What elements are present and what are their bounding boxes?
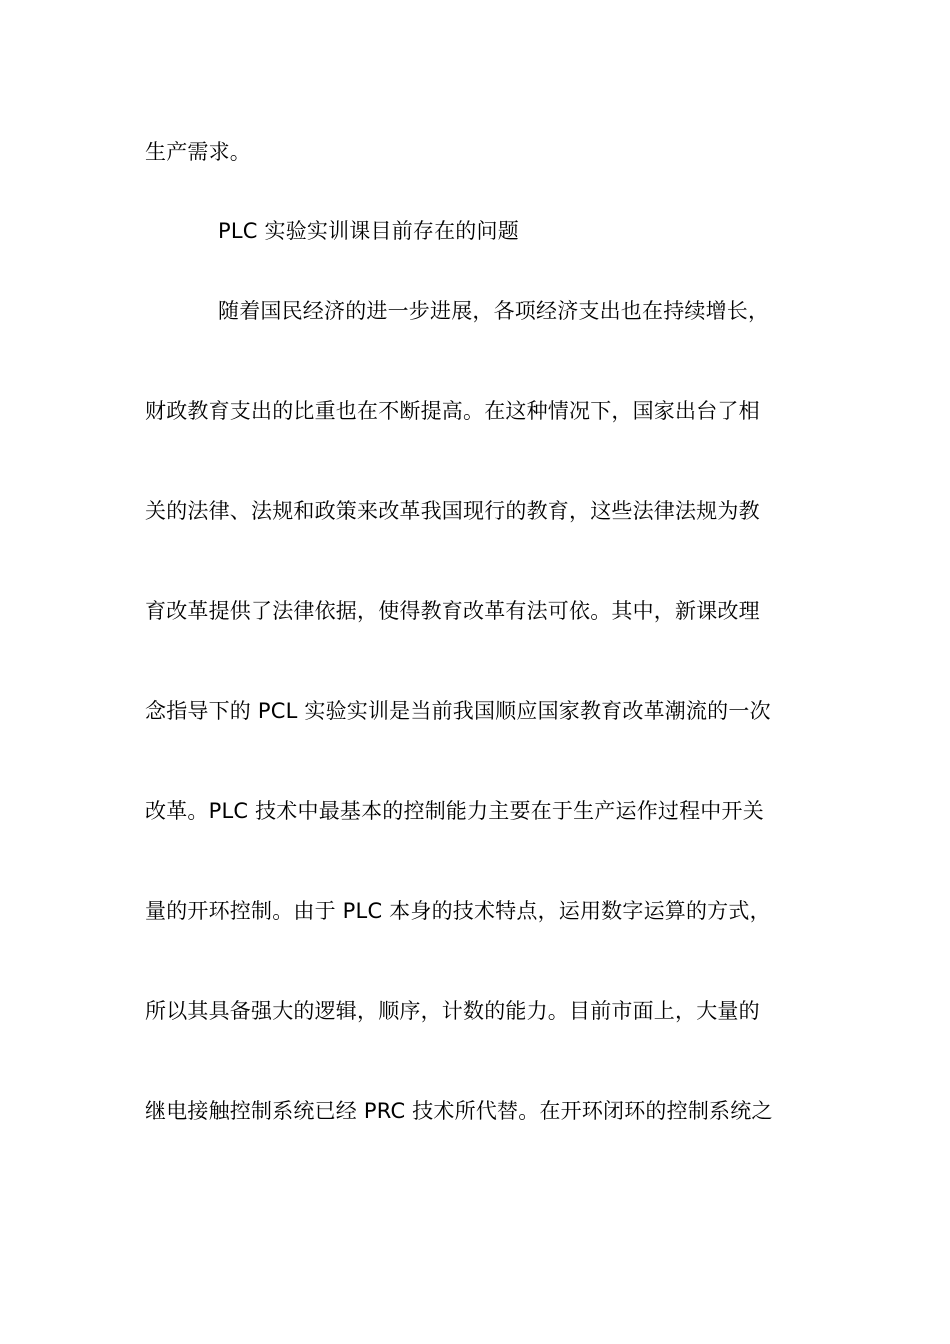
text-line: 念指导下的 PCL 实验实训是当前我国顺应国家教育改革潮流的一次 [145, 699, 771, 723]
text-line: 改革。PLC 技术中最基本的控制能力主要在于生产运作过程中开关 [145, 799, 764, 823]
text-line: 继电接触控制系统已经 PRC 技术所代替。在开环闭环的控制系统之 [145, 1099, 773, 1123]
text-line: 量的开环控制。由于 PLC 本身的技术特点，运用数字运算的方式， [145, 899, 771, 923]
text-line: 关的法律、法规和政策来改革我国现行的教育，这些法律法规为教 [145, 499, 760, 523]
text-line: 财政教育支出的比重也在不断提高。在这种情况下，国家出台了相 [145, 399, 760, 423]
section-heading: PLC 实验实训课目前存在的问题 [218, 219, 519, 243]
text-line: 生产需求。 [145, 140, 251, 164]
text-line: 所以其具备强大的逻辑，顺序，计数的能力。目前市面上，大量的 [145, 999, 760, 1023]
text-line: 育改革提供了法律依据，使得教育改革有法可依。其中，新课改理 [145, 599, 760, 623]
text-line: 随着国民经济的进一步进展，各项经济支出也在持续增长， [218, 299, 770, 323]
